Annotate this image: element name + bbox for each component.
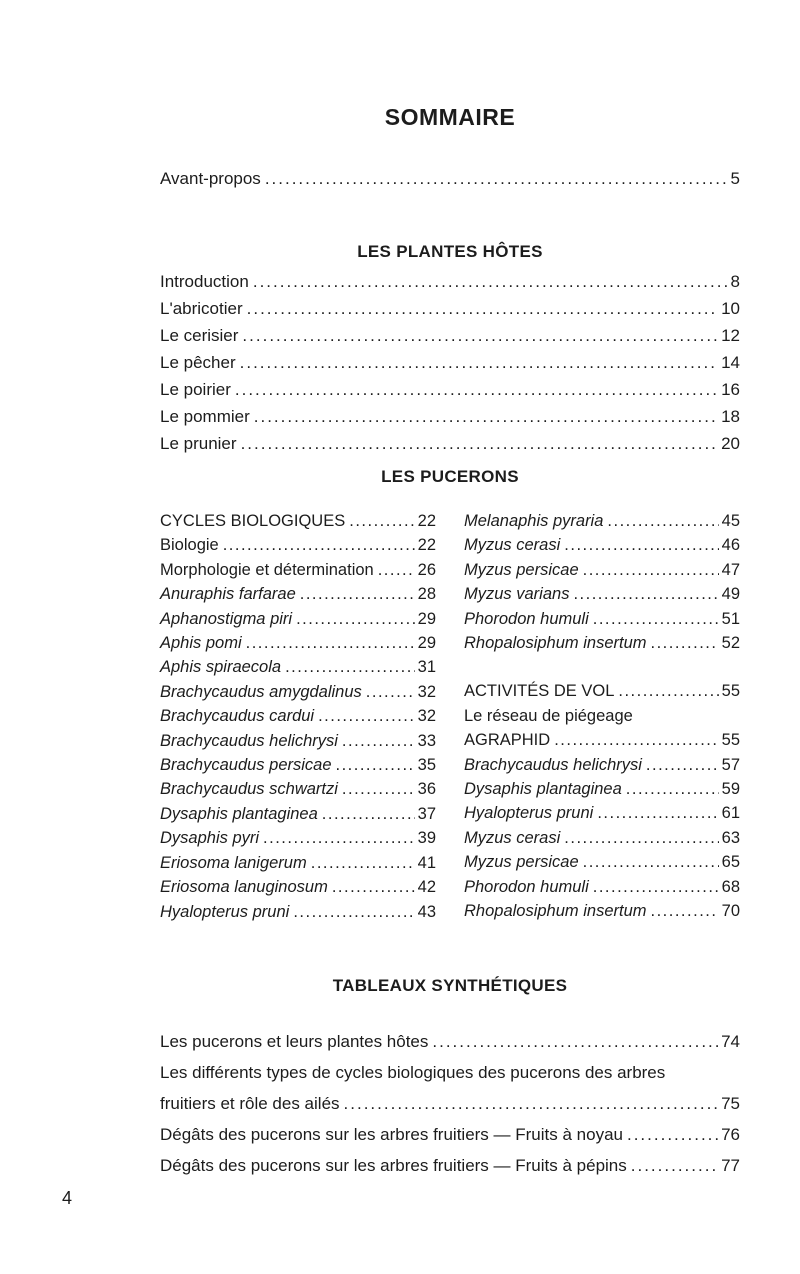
dot-leader [342, 777, 415, 801]
dot-leader [378, 558, 415, 582]
dot-leader [223, 533, 415, 557]
toc-page-number: 55 [721, 682, 740, 701]
toc-label: Dégâts des pucerons sur les arbres fruitiers — Fruits à pépins [160, 1155, 627, 1175]
toc-label: Eriosoma lanuginosum [160, 878, 328, 897]
toc-label: Brachycaudus helichrysi [160, 731, 338, 750]
toc-label: Brachycaudus cardui [160, 707, 315, 726]
toc-page-number: 57 [721, 755, 740, 774]
toc-entry [160, 777, 436, 801]
toc-entry [160, 349, 740, 376]
toc-label: Aphis spiraecola [160, 658, 282, 677]
dot-leader [554, 728, 718, 752]
toc-page-number: 76 [721, 1124, 740, 1144]
toc-label: Brachycaudus amygdalinus [160, 682, 362, 701]
toc-page-number: 77 [721, 1155, 740, 1175]
toc-entry [160, 430, 740, 457]
toc-label: L'abricotier [160, 299, 243, 318]
toc-label: Introduction [160, 272, 249, 291]
dot-leader [607, 509, 718, 533]
dot-leader [300, 582, 415, 606]
pucerons-left-column [160, 509, 436, 924]
toc-page-number: 5 [730, 169, 740, 188]
dot-leader [344, 1088, 719, 1119]
toc-entry [160, 1026, 740, 1057]
dot-leader [597, 801, 718, 825]
dot-leader [293, 900, 414, 924]
toc-entry [464, 899, 740, 923]
dot-leader [318, 704, 415, 728]
toc-label: AGRAPHID [464, 731, 551, 750]
page-title: SOMMAIRE [384, 104, 516, 130]
toc-page-number: 22 [417, 512, 436, 530]
toc-label: Phorodon humuli [464, 609, 589, 628]
dot-leader [263, 826, 415, 850]
toc-entry [160, 403, 740, 430]
dot-leader [583, 558, 719, 582]
toc-page-number: 28 [417, 585, 436, 604]
toc-page-number: 70 [721, 902, 740, 921]
dot-leader [253, 268, 728, 295]
toc-entry [464, 728, 740, 752]
dot-leader [432, 1026, 718, 1057]
toc-label: Le poirier [160, 380, 231, 399]
toc-entry [160, 631, 436, 655]
toc-page-number: 32 [417, 707, 436, 726]
toc-page-number: 29 [417, 609, 436, 628]
toc-label: Brachycaudus schwartzi [160, 780, 338, 799]
toc-entry [160, 680, 436, 704]
toc-page-number: 12 [721, 326, 740, 345]
toc-entry [160, 875, 436, 899]
toc-page-number: 45 [721, 512, 740, 530]
toc-label: Anuraphis farfarae [160, 585, 296, 604]
pucerons-columns [160, 509, 740, 924]
dot-leader [564, 533, 718, 557]
toc-entry [160, 558, 436, 582]
dot-leader [240, 349, 718, 376]
toc-label: Dysaphis plantaginea [464, 780, 622, 799]
dot-leader [242, 322, 718, 349]
toc-label: Brachycaudus helichrysi [464, 755, 642, 774]
toc-entry [160, 729, 436, 753]
toc-label: CYCLES BIOLOGIQUES [160, 512, 346, 530]
toc-page-number: 51 [721, 609, 740, 628]
toc-page-number: 65 [721, 853, 740, 872]
toc-label: Avant-propos [160, 169, 261, 188]
toc-page-number: 68 [721, 877, 740, 896]
toc-label: Aphanostigma piri [160, 609, 293, 628]
toc-page-number: 55 [721, 731, 740, 750]
toc-label: Dégâts des pucerons sur les arbres fruitiers — Fruits à noyau [160, 1124, 623, 1144]
dot-leader [627, 1119, 718, 1150]
toc-label: Melanaphis pyraria [464, 512, 604, 530]
toc-page-number: 75 [721, 1093, 740, 1113]
toc-label: Biologie [160, 536, 219, 555]
toc-entry [464, 875, 740, 899]
section-heading-pucerons: LES PUCERONS [381, 467, 519, 486]
toc-entry-avant-propos [160, 165, 740, 192]
toc-label: Hyalopterus pruni [160, 902, 290, 921]
toc-page-number: 29 [417, 634, 436, 653]
toc-page-number: 47 [721, 560, 740, 579]
toc-label: Rhopalosiphum insertum [464, 634, 647, 653]
dot-leader [235, 376, 718, 403]
toc-entry [464, 631, 740, 655]
toc-page-number: 59 [721, 780, 740, 799]
toc-label: Myzus cerasi [464, 828, 561, 847]
dot-leader [626, 777, 719, 801]
toc-label: Phorodon humuli [464, 877, 589, 896]
toc-entry [160, 704, 436, 728]
toc-entry [464, 777, 740, 801]
toc-entry [464, 533, 740, 557]
dot-leader [296, 607, 415, 631]
toc-page-number: 74 [721, 1031, 740, 1051]
toc-entry [464, 582, 740, 606]
toc-page-number: 37 [417, 804, 436, 823]
column-spacer [464, 655, 740, 679]
toc-label: Le pommier [160, 407, 250, 426]
dot-leader [241, 430, 719, 457]
toc-page-number: 32 [417, 682, 436, 701]
dot-leader [311, 851, 415, 875]
toc-entry [464, 704, 740, 728]
dot-leader [564, 826, 718, 850]
dot-leader [254, 403, 718, 430]
toc-page-number: 10 [721, 299, 740, 318]
toc-label: Hyalopterus pruni [464, 804, 594, 823]
toc-entry [160, 533, 436, 557]
dot-leader [366, 680, 415, 704]
toc-page-number: 49 [721, 585, 740, 604]
toc-entry [160, 1088, 740, 1119]
plantes-list [160, 268, 740, 457]
toc-label: ACTIVITÉS DE VOL [464, 682, 615, 701]
toc-label: Les différents types de cycles biologiques des pucerons des arbres [160, 1062, 666, 1082]
toc-entry [160, 851, 436, 875]
tableaux-list [160, 1026, 740, 1181]
toc-entry [464, 753, 740, 777]
toc-label: Le cerisier [160, 326, 239, 345]
dot-leader [651, 631, 719, 655]
toc-page-number: 26 [417, 560, 436, 579]
toc-entry [464, 607, 740, 631]
toc-entry [160, 582, 436, 606]
dot-leader [265, 165, 728, 192]
toc-entry [160, 376, 740, 403]
dot-leader [573, 582, 718, 606]
toc-page-number: 20 [721, 434, 740, 453]
dot-leader [322, 802, 415, 826]
dot-leader [618, 679, 718, 703]
toc-label: Le prunier [160, 434, 237, 453]
toc-entry [160, 1057, 740, 1088]
dot-leader [246, 631, 415, 655]
toc-label: Le réseau de piégeage [464, 706, 633, 725]
section-heading-plantes-hotes: LES PLANTES HÔTES [357, 242, 543, 261]
toc-entry [160, 900, 436, 924]
toc-page-number: 35 [417, 756, 436, 775]
toc-entry [160, 655, 436, 679]
toc-label: Eriosoma lanigerum [160, 853, 307, 872]
toc-label: Les pucerons et leurs plantes hôtes [160, 1031, 429, 1051]
dot-leader [332, 875, 415, 899]
toc-page-number: 39 [417, 829, 436, 848]
toc-label: fruitiers et rôle des ailés [160, 1093, 340, 1113]
toc-entry [464, 826, 740, 850]
toc-page-number: 18 [721, 407, 740, 426]
toc-entry [160, 607, 436, 631]
toc-label: Morphologie et détermination [160, 560, 374, 579]
dot-leader [336, 753, 415, 777]
toc-page-number: 43 [417, 902, 436, 921]
dot-leader [342, 729, 415, 753]
dot-leader [349, 509, 414, 533]
toc-label: Rhopalosiphum insertum [464, 902, 647, 921]
toc-page-number: 22 [417, 536, 436, 555]
toc-page-number: 8 [730, 272, 740, 291]
toc-entry [160, 509, 436, 533]
folio-page-number: 4 [62, 1188, 73, 1208]
toc-entry [464, 558, 740, 582]
toc-label: Myzus persicae [464, 560, 579, 579]
toc-page-number: 41 [417, 853, 436, 872]
dot-leader [631, 1150, 718, 1181]
toc-page-number: 63 [721, 828, 740, 847]
toc-page-number: 52 [721, 634, 740, 653]
dot-leader [247, 295, 718, 322]
toc-entry [160, 826, 436, 850]
toc-entry [464, 509, 740, 533]
toc-entry [160, 295, 740, 322]
toc-page-number: 16 [721, 380, 740, 399]
toc-label: Le pêcher [160, 353, 236, 372]
toc-entry [160, 322, 740, 349]
toc-page-number: 14 [721, 353, 740, 372]
dot-leader [285, 655, 415, 679]
toc-label: Myzus varians [464, 585, 570, 604]
toc-label: Dysaphis plantaginea [160, 804, 318, 823]
toc-entry [160, 1119, 740, 1150]
dot-leader [583, 850, 719, 874]
dot-leader [651, 899, 719, 923]
toc-page-number: 33 [417, 731, 436, 750]
toc-entry [160, 1150, 740, 1181]
toc-entry [464, 679, 740, 703]
toc-label: Brachycaudus persicae [160, 756, 332, 775]
section-heading-tableaux: TABLEAUX SYNTHÉTIQUES [332, 975, 568, 995]
toc-page-number: 36 [417, 780, 436, 799]
toc-label: Aphis pomi [160, 634, 242, 653]
dot-leader [593, 607, 719, 631]
dot-leader [593, 875, 719, 899]
toc-content [160, 0, 740, 1181]
toc-page-number: 42 [417, 878, 436, 897]
toc-page-number: 31 [417, 658, 436, 677]
toc-entry [160, 268, 740, 295]
toc-entry [464, 801, 740, 825]
toc-entry [160, 802, 436, 826]
toc-label: Myzus persicae [464, 853, 579, 872]
toc-label: Dysaphis pyri [160, 829, 260, 848]
toc-entry [160, 753, 436, 777]
toc-page-number: 61 [721, 804, 740, 823]
toc-label: Myzus cerasi [464, 536, 561, 555]
toc-page-number: 46 [721, 536, 740, 555]
toc-entry [464, 850, 740, 874]
pucerons-right-column [464, 509, 740, 924]
dot-leader [646, 753, 719, 777]
